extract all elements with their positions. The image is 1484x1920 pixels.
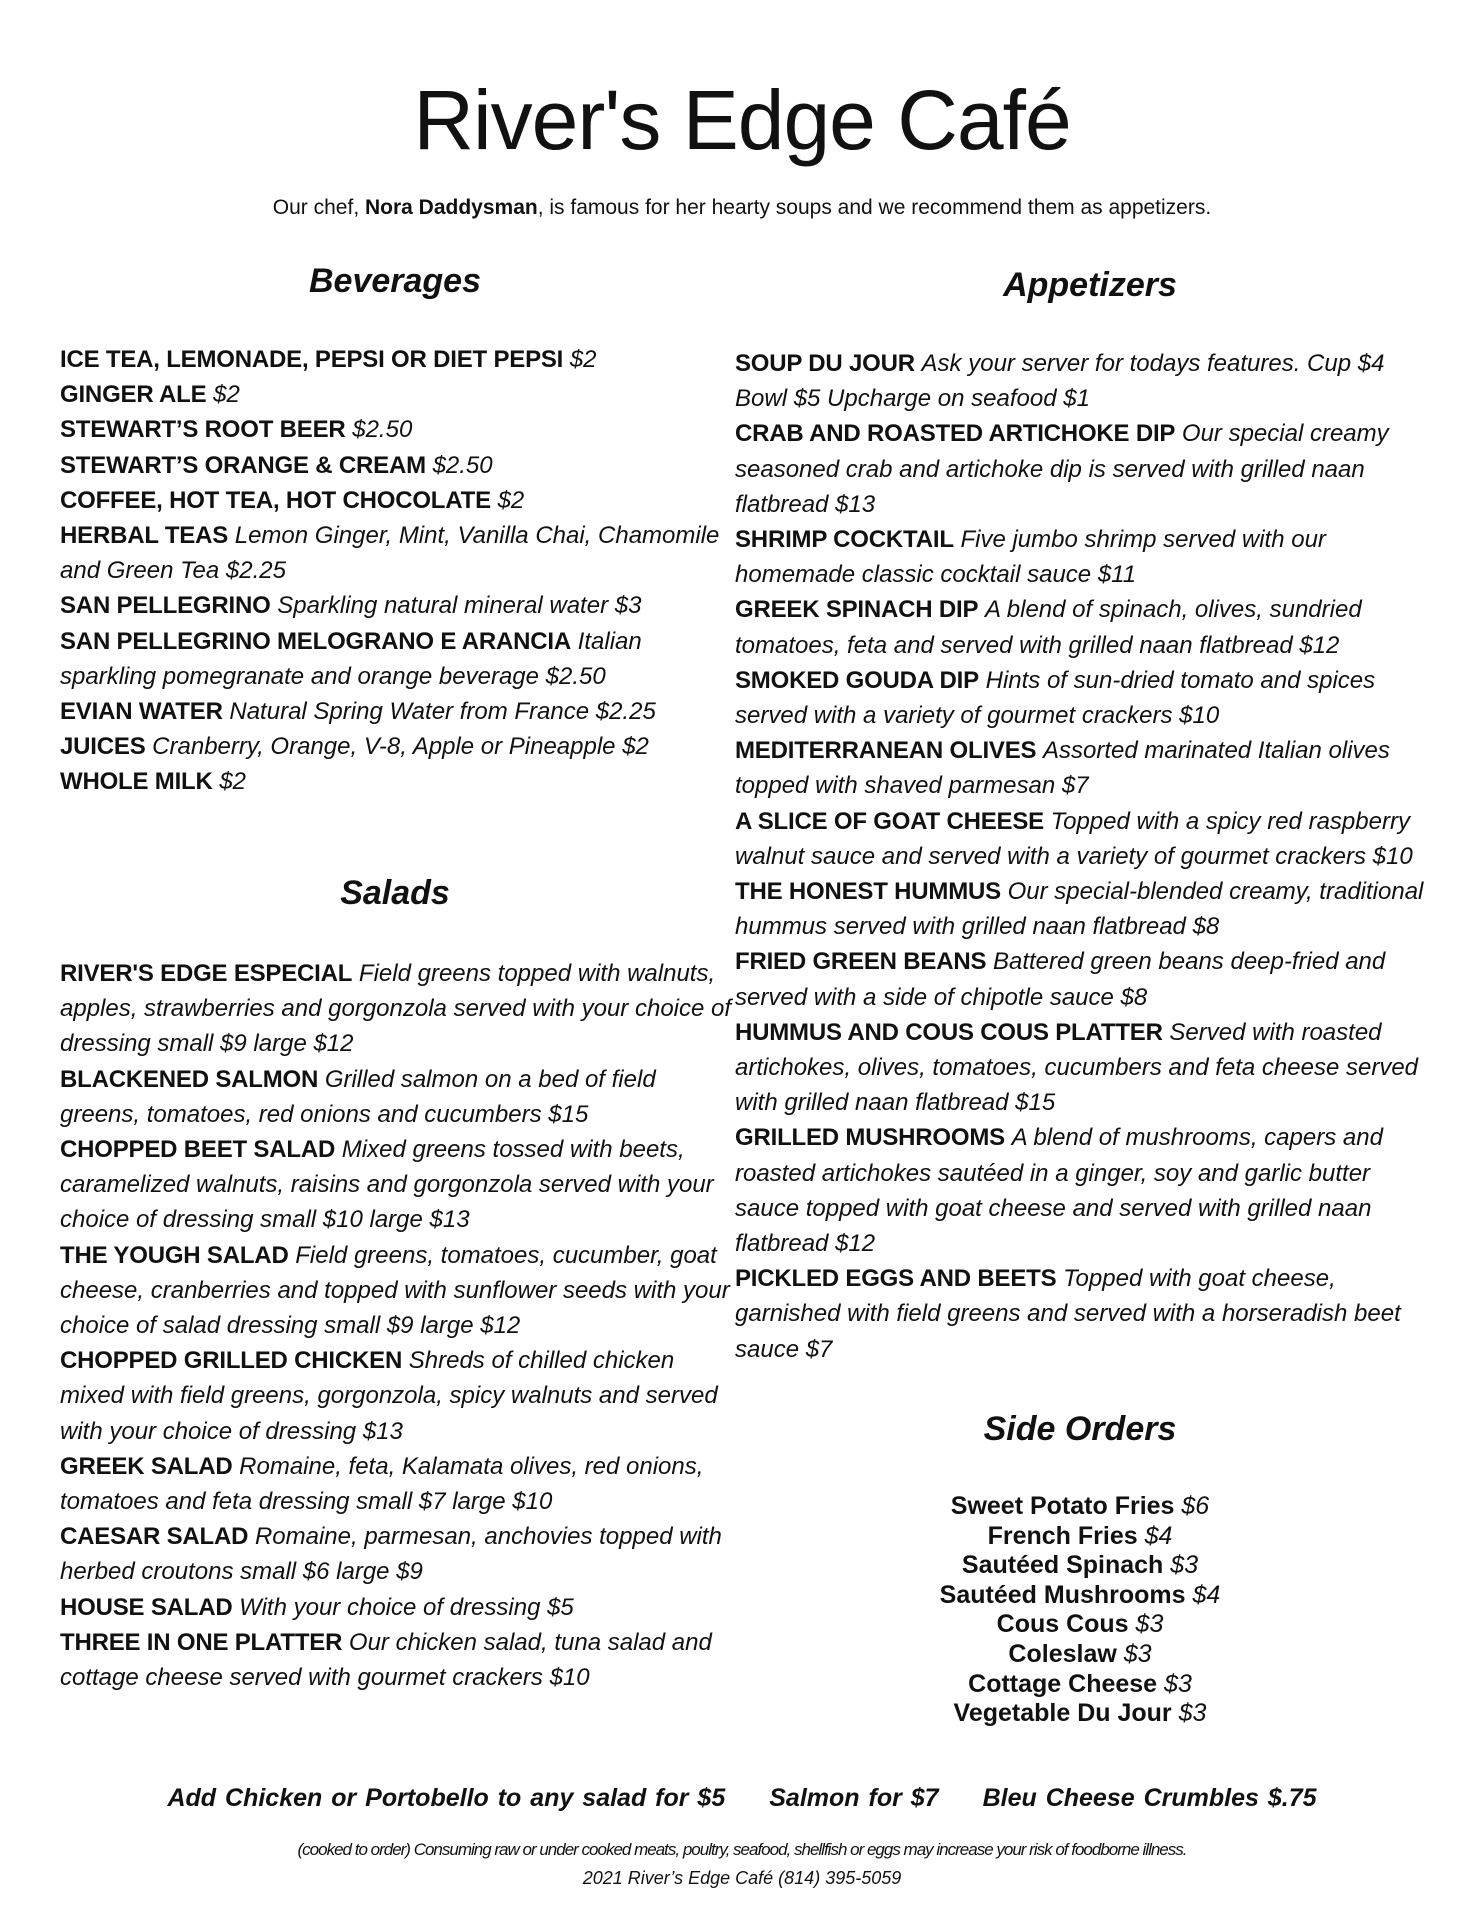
menu-item <box>735 346 1425 416</box>
side-order-item <box>880 1640 1280 1670</box>
addon-text: Add Chicken or Portobello to any salad for $5 <box>167 1784 726 1812</box>
item-description: Romaine, feta, Kalamata olives, red onions, tomatoes and feta dressing small $7 large $10 <box>60 1452 704 1516</box>
item-name: STEWART’S ORANGE & CREAM <box>60 451 426 479</box>
side-name: Sautéed Mushrooms <box>939 1580 1186 1609</box>
item-description: $2 <box>219 768 247 796</box>
intro-before: Our chef, <box>272 196 365 219</box>
menu-item <box>735 1015 1425 1121</box>
menu-item <box>735 592 1425 662</box>
item-name: SAN PELLEGRINO MELOGRANO E ARANCIA <box>60 627 571 655</box>
item-description: $2 <box>497 486 525 514</box>
item-name: EVIAN WATER <box>60 698 223 726</box>
item-name: HOUSE SALAD <box>60 1593 233 1621</box>
menu-item <box>60 1590 735 1625</box>
item-name: THE YOUGH SALAD <box>60 1241 289 1269</box>
menu-item <box>60 1519 735 1589</box>
item-name: THREE IN ONE PLATTER <box>60 1628 343 1656</box>
menu-item <box>735 733 1425 803</box>
side-name: Coleslaw <box>1008 1639 1117 1668</box>
menu-item <box>60 518 730 588</box>
item-name: RIVER'S EDGE ESPECIAL <box>60 960 353 987</box>
item-name: CHOPPED BEET SALAD <box>60 1136 336 1164</box>
item-name: FRIED GREEN BEANS <box>735 948 987 976</box>
addon-text: Salmon for $7 <box>769 1784 939 1812</box>
side-orders-list <box>880 1492 1280 1729</box>
item-name: A SLICE OF GOAT CHEESE <box>735 807 1044 835</box>
item-name: CRAB AND ROASTED ARTICHOKE DIP <box>735 420 1176 448</box>
beverages-heading: Beverages <box>308 262 481 300</box>
page-title: River's Edge Café <box>413 73 1071 167</box>
item-name: SAN PELLEGRINO <box>60 592 271 620</box>
item-description: Our special-blended creamy, traditional hummus served with grilled naan flatbread $8 <box>735 878 1424 941</box>
item-description: Grilled salmon on a bed of field greens, tomatoes, red onions and cucumbers $15 <box>60 1065 656 1128</box>
side-name: French Fries <box>987 1521 1138 1550</box>
item-name: GREEK SPINACH DIP <box>735 596 979 624</box>
beverages-list <box>60 342 730 800</box>
menu-item <box>60 1238 735 1344</box>
menu-item <box>60 483 730 518</box>
menu-item <box>60 1449 735 1519</box>
menu-item <box>60 694 730 729</box>
menu-item <box>735 944 1425 1014</box>
side-name: Vegetable Du Jour <box>953 1699 1172 1728</box>
side-name: Cottage Cheese <box>968 1669 1158 1698</box>
menu-item <box>60 1625 735 1695</box>
menu-item <box>735 804 1425 874</box>
side-name: Sweet Potato Fries <box>950 1492 1175 1520</box>
menu-item <box>60 448 730 483</box>
side-order-item <box>880 1670 1280 1700</box>
side-price: $3 <box>1178 1699 1207 1728</box>
item-description: Mixed greens tossed with beets, caramelized walnuts, raisins and gorgonzola served with your choice of dressing small $10 large $13 <box>60 1136 714 1234</box>
item-name: GRILLED MUSHROOMS <box>735 1124 1005 1152</box>
item-description: Battered green beans deep-fried and served with a side of chipotle sauce $8 <box>735 948 1386 1011</box>
menu-item <box>60 342 730 377</box>
item-name: PICKLED EGGS AND BEETS <box>735 1265 1057 1293</box>
item-name: SHRIMP COCKTAIL <box>735 526 954 554</box>
side-price: $6 <box>1181 1492 1210 1520</box>
menu-item <box>60 956 735 1062</box>
side-order-item <box>880 1610 1280 1640</box>
item-description: Lemon Ginger, Mint, Vanilla Chai, Chamomile and Green Tea $2.25 <box>60 522 720 585</box>
item-description: $2.50 <box>432 451 493 479</box>
item-description: Topped with goat cheese, garnished with field greens and served with a horseradish beet sauce $7 <box>735 1265 1401 1363</box>
menu-item <box>735 416 1425 522</box>
health-disclaimer: (cooked to order) Consuming raw or under cooked meats, poultry, seafood, shellfish or eggs may increase your risk of foodborne illness. <box>297 1840 1187 1859</box>
intro-after: , is famous for her hearty soups and we recommend them as appetizers. <box>537 196 1212 219</box>
side-order-item <box>880 1522 1280 1552</box>
item-name: GINGER ALE <box>60 381 207 409</box>
item-description: Hints of sun-dried tomato and spices served with a variety of gourmet crackers $10 <box>735 666 1376 730</box>
item-description: Field greens topped with walnuts, apples, strawberries and gorgonzola served with your choice of dressing small $9 large $12 <box>60 960 732 1058</box>
item-description: Served with roasted artichokes, olives, tomatoes, cucumbers and feta cheese served with grilled naan flatbread $15 <box>735 1018 1419 1117</box>
side-orders-heading: Side Orders <box>983 1410 1177 1448</box>
item-name: JUICES <box>60 733 146 761</box>
item-description: With your choice of dressing $5 <box>239 1593 574 1621</box>
item-name: ICE TEA, LEMONADE, PEPSI OR DIET PEPSI <box>60 346 564 373</box>
menu-item <box>60 377 730 412</box>
side-price: $3 <box>1170 1551 1199 1580</box>
side-name: Cous Cous <box>996 1610 1129 1639</box>
item-description: Romaine, parmesan, anchovies topped with herbed croutons small $6 large $9 <box>60 1523 722 1586</box>
item-description: $2 <box>569 346 597 373</box>
salad-addons <box>0 1784 1484 1813</box>
menu-item <box>60 1062 735 1132</box>
item-description: Natural Spring Water from France $2.25 <box>229 698 656 726</box>
item-description: Ask your server for todays features. Cup $4 Bowl $5 Upcharge on seafood $1 <box>735 350 1385 413</box>
menu-item <box>60 624 730 694</box>
item-description: $2.50 <box>352 416 413 444</box>
side-order-item <box>880 1492 1280 1522</box>
menu-item <box>735 663 1425 733</box>
item-description: Topped with a spicy red raspberry walnut sauce and served with a variety of gourmet crackers $10 <box>735 807 1413 870</box>
menu-item <box>60 588 730 623</box>
side-price: $4 <box>1192 1580 1221 1609</box>
menu-item <box>60 764 730 799</box>
side-price: $3 <box>1164 1669 1192 1698</box>
side-name: Sautéed Spinach <box>961 1551 1164 1580</box>
item-name: MEDITERRANEAN OLIVES <box>735 737 1037 765</box>
appetizers-heading: Appetizers <box>1003 266 1177 304</box>
copyright-line: 2021 River’s Edge Café (814) 395-5059 <box>582 1868 902 1888</box>
item-description: Field greens, tomatoes, cucumber, goat cheese, cranberries and topped with sunflower seeds with your choice of salad dressing small $9 large $12 <box>60 1241 730 1340</box>
item-description: Sparkling natural mineral water $3 <box>277 592 642 620</box>
addon-text: Bleu Cheese Crumbles $.75 <box>982 1784 1317 1812</box>
menu-item <box>60 1132 735 1238</box>
salads-heading: Salads <box>340 874 450 912</box>
item-description: $2 <box>213 381 240 409</box>
item-description: Italian sparkling pomegranate and orange beverage $2.50 <box>60 627 642 690</box>
item-description: Shreds of chilled chicken mixed with field greens, gorgonzola, spicy walnuts and served with your choice of dressing $13 <box>60 1347 718 1445</box>
side-order-item <box>880 1581 1280 1611</box>
side-price: $3 <box>1123 1639 1152 1668</box>
item-name: HUMMUS AND COUS COUS PLATTER <box>735 1018 1163 1046</box>
item-description: Our chicken salad, tuna salad and cottage cheese served with gourmet crackers $10 <box>60 1628 712 1692</box>
item-name: HERBAL TEAS <box>60 522 229 550</box>
menu-item <box>735 874 1425 944</box>
menu-item <box>60 729 730 764</box>
side-order-item <box>880 1551 1280 1581</box>
side-price: $4 <box>1144 1521 1173 1550</box>
item-name: CAESAR SALAD <box>60 1523 249 1551</box>
item-description: A blend of spinach, olives, sundried tomatoes, feta and served with grilled naan flatbread $12 <box>735 596 1362 659</box>
side-price: $3 <box>1135 1610 1164 1639</box>
appetizers-list <box>735 346 1425 1367</box>
item-name: CHOPPED GRILLED CHICKEN <box>60 1347 403 1375</box>
item-name: BLACKENED SALMON <box>60 1065 319 1093</box>
item-name: SOUP DU JOUR <box>735 350 915 377</box>
menu-item <box>735 522 1425 592</box>
item-name: WHOLE MILK <box>60 768 213 796</box>
item-name: SMOKED GOUDA DIP <box>735 666 979 694</box>
menu-item <box>60 412 730 447</box>
item-description: A blend of mushrooms, capers and roasted artichokes sautéed in a ginger, soy and garlic butter sauce topped with goat cheese and served with grilled naan flatbread $12 <box>735 1124 1383 1258</box>
side-order-item <box>880 1699 1280 1729</box>
item-name: STEWART’S ROOT BEER <box>60 416 346 444</box>
item-name: THE HONEST HUMMUS <box>735 878 1001 906</box>
menu-item <box>735 1261 1425 1367</box>
salads-list <box>60 956 735 1695</box>
item-description: Our special creamy seasoned crab and artichoke dip is served with grilled naan flatbread $13 <box>735 420 1389 518</box>
item-description: Cranberry, Orange, V-8, Apple or Pineapple $2 <box>152 733 649 761</box>
item-description: Assorted marinated Italian olives topped with shaved parmesan $7 <box>735 737 1390 800</box>
menu-item <box>60 1343 735 1449</box>
item-description: Five jumbo shrimp served with our homemade classic cocktail sauce $11 <box>735 526 1326 589</box>
chef-name: Nora Daddysman <box>364 196 538 219</box>
menu-item <box>735 1120 1425 1261</box>
intro-text <box>0 196 1484 220</box>
item-name: GREEK SALAD <box>60 1452 233 1480</box>
item-name: COFFEE, HOT TEA, HOT CHOCOLATE <box>60 486 491 514</box>
